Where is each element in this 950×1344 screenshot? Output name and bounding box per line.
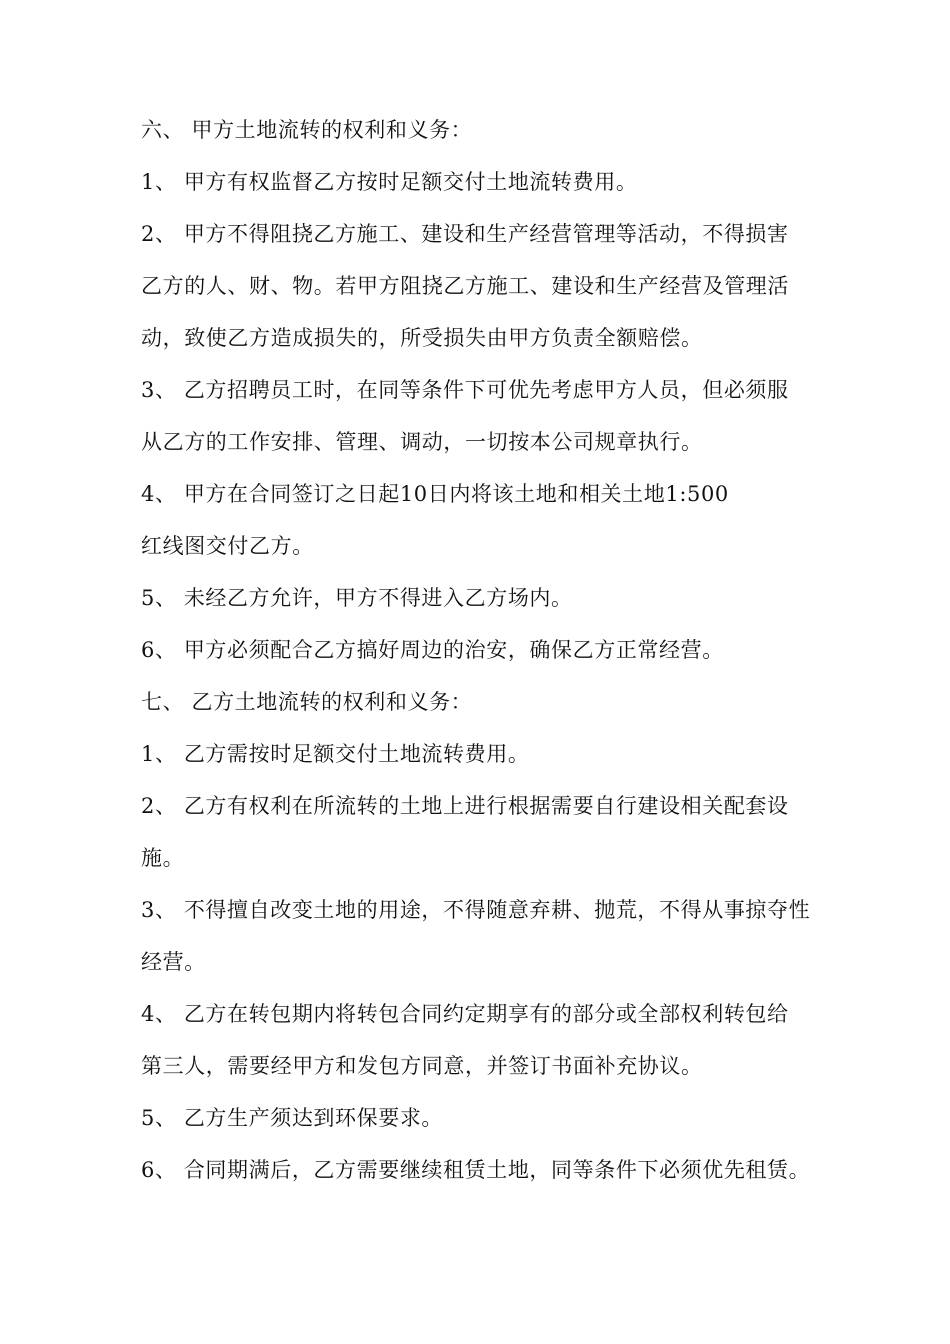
paragraph-line: 乙方的人、财、物。若甲方阻挠乙方施工、建设和生产经营及管理活 <box>141 274 789 298</box>
paragraph-line: 6、 合同期满后，乙方需要继续租赁土地，同等条件下必须优先租赁。 <box>141 1158 811 1182</box>
paragraph-line: 6、 甲方必须配合乙方搞好周边的治安，确保乙方正常经营。 <box>141 638 724 662</box>
paragraph-line: 5、 未经乙方允许，甲方不得进入乙方场内。 <box>141 586 573 610</box>
paragraph-line: 施。 <box>141 846 185 870</box>
paragraph-line: 2、 甲方不得阻挠乙方施工、建设和生产经营管理等活动，不得损害 <box>141 222 789 246</box>
paragraph-line: 3、 不得擅自改变土地的用途，不得随意弃耕、抛荒，不得从事掠夺性 <box>141 898 811 922</box>
paragraph-line: 4、 甲方在合同签订之日起10日内将该土地和相关土地1:500 <box>141 482 729 506</box>
section-heading-7: 七、 乙方土地流转的权利和义务： <box>141 690 473 714</box>
paragraph-line: 4、 乙方在转包期内将转包合同约定期享有的部分或全部权利转包给 <box>141 1002 789 1026</box>
paragraph-line: 经营。 <box>141 950 206 974</box>
paragraph-line: 3、 乙方招聘员工时，在同等条件下可优先考虑甲方人员，但必须服 <box>141 378 789 402</box>
document-body <box>141 104 841 1196</box>
paragraph-line: 动，致使乙方造成损失的，所受损失由甲方负责全额赔偿。 <box>141 326 703 350</box>
paragraph-line: 1、 甲方有权监督乙方按时足额交付土地流转费用。 <box>141 170 638 194</box>
paragraph-line: 1、 乙方需按时足额交付土地流转费用。 <box>141 742 530 766</box>
paragraph-line: 5、 乙方生产须达到环保要求。 <box>141 1106 444 1130</box>
paragraph-line: 2、 乙方有权利在所流转的土地上进行根据需要自行建设相关配套设 <box>141 794 789 818</box>
paragraph-line: 从乙方的工作安排、管理、调动，一切按本公司规章执行。 <box>141 430 703 454</box>
paragraph-line: 红线图交付乙方。 <box>141 534 314 558</box>
section-heading-6: 六、 甲方土地流转的权利和义务： <box>141 118 473 142</box>
paragraph-line: 第三人，需要经甲方和发包方同意，并签订书面补充协议。 <box>141 1054 703 1078</box>
